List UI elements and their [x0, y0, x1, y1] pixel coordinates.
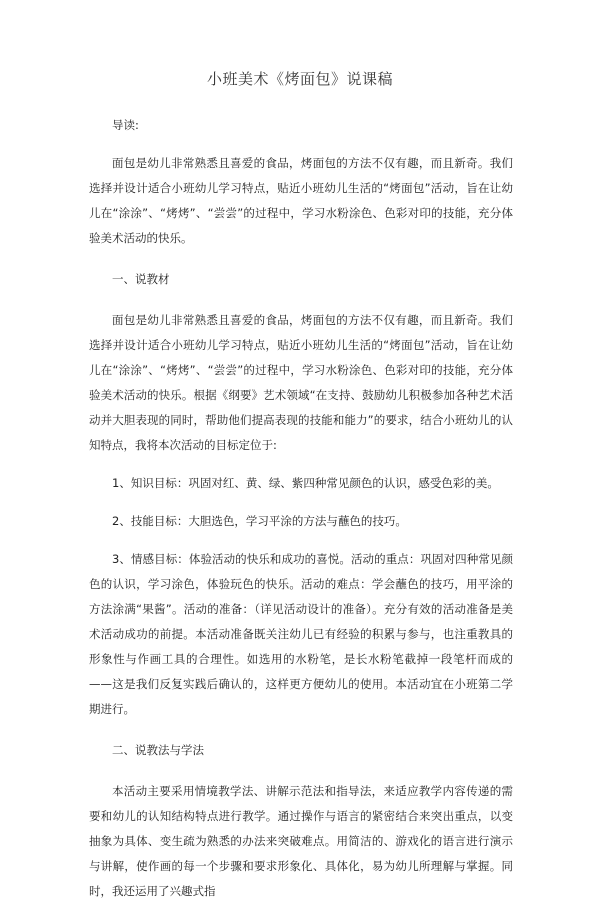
document-title: 小班美术《烤面包》说课稿 [206, 70, 393, 88]
document-body [89, 113, 513, 904]
section2-paragraph: 本活动主要采用情境教学法、讲解示范法和指导法，来适应教学内容传递的需要和幼儿的认知结构特点进行教学。通过操作与语言的紧密结合来突出重点，以变抽象为具体、变生疏为熟悉的办法来突破难点。用简洁的、游戏化的语言进行演示与讲解，使作画的每一个步骤和要求形象化、具体化，易为幼儿所理解与掌握。同时，我还运用了兴趣式指 [89, 784, 513, 898]
goal-knowledge: 1、知识目标：巩固对红、黄、绿、紫四种常见颜色的认识，感受色彩的美。 [112, 476, 499, 490]
goal-emotion: 3、情感目标：体验活动的快乐和成功的喜悦。活动的重点：巩固对四种常见颜色的认识，学习涂色，体验玩色的快乐。活动的难点：学会蘸色的技巧，用平涂的方法涂满“果酱”。活动的准备：（详见活动设计的准备）。充分有效的活动准备是美术活动成功的前提。本活动准备既关注幼儿已有经验的积累与参与，也注重教具的形象性与作画工具的合理性。如选用的水粉笔，是长水粉笔截掉一段笔杆而成的——这是我们反复实践后确认的，这样更方便幼儿的使用。本活动宜在小班第二学期进行。 [89, 552, 513, 716]
intro-paragraph: 面包是幼儿非常熟悉且喜爱的食品，烤面包的方法不仅有趣，而且新奇。我们选择并设计适合小班幼儿学习特点，贴近小班幼儿生活的“烤面包”活动，旨在让幼儿在“涂涂”、“烤烤”、“尝尝”的过程中，学习水粉涂色、色彩对印的技能，充分体验美术活动的快乐。 [89, 156, 513, 245]
section2-heading: 二、说教法与学法 [112, 743, 204, 757]
section1-heading: 一、说教材 [112, 272, 170, 286]
goal-skill: 2、技能目标：大胆选色，学习平涂的方法与蘸色的技巧。 [112, 514, 407, 528]
section1-paragraph: 面包是幼儿非常熟悉且喜爱的食品，烤面包的方法不仅有趣，而且新奇。我们选择并设计适合小班幼儿学习特点，贴近小班幼儿生活的“烤面包”活动，旨在让幼儿在“涂涂”、“烤烤”、“尝尝”的过程中，学习水粉涂色、色彩对印的技能，充分体验美术活动的快乐。根据《纲要》艺术领域“在支持、鼓励幼儿积极参加各种艺术活动并大胆表现的同时，帮助他们提高表现的技能和能力”的要求，结合小班幼儿的认知特点，我将本次活动的目标定位于: [89, 313, 513, 452]
intro-heading: 导读: [112, 118, 139, 132]
